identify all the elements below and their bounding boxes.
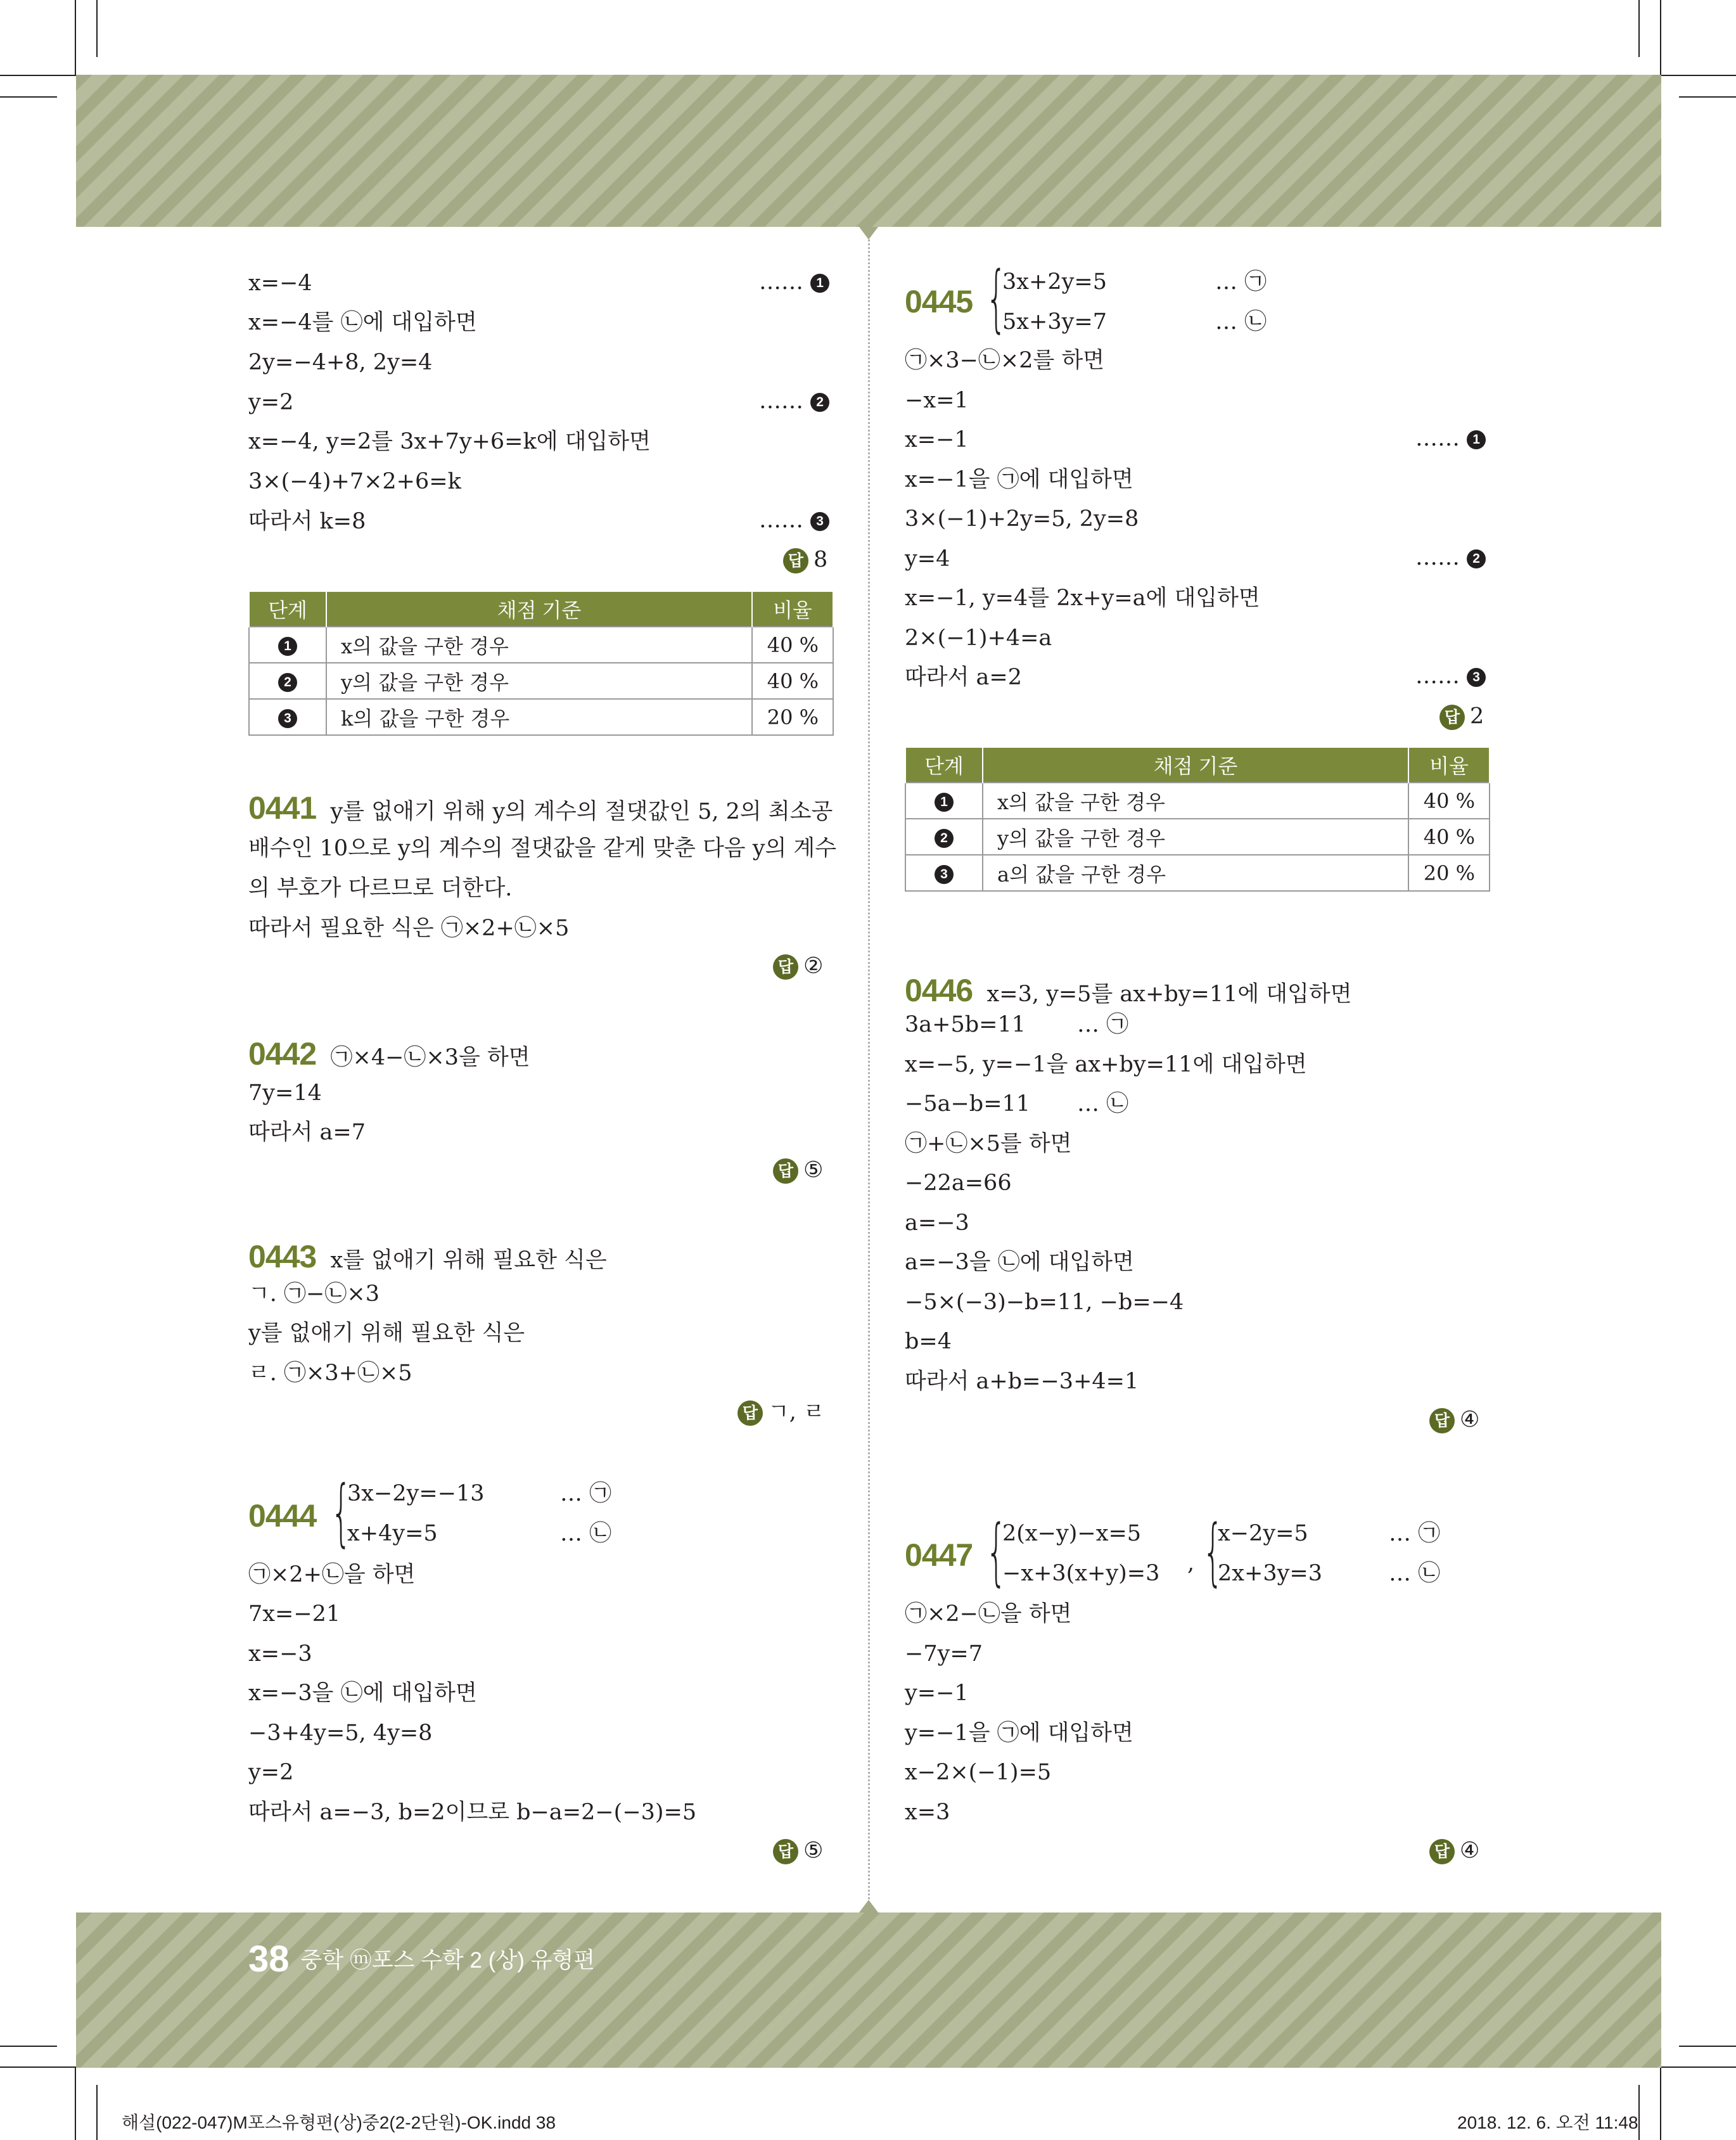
table-cell: k의 값을 구한 경우	[326, 699, 752, 735]
problem-0446-line	[905, 975, 1352, 1006]
equation-tag: … ㉡	[1215, 309, 1267, 335]
crop-mark	[75, 0, 76, 75]
table-cell	[905, 819, 983, 855]
answer-badge: 답	[773, 1158, 798, 1184]
solution-line: 따라서 k=8	[248, 509, 366, 534]
solution-line: b=4	[905, 1329, 952, 1354]
solution-line: 따라서 필요한 식은 ㉠×2+㉡×5	[248, 916, 570, 941]
step-marker	[759, 271, 829, 293]
step-circle-1: 1	[1467, 430, 1486, 449]
table-cell: x의 값을 구한 경우	[326, 627, 752, 663]
table-cell	[905, 783, 983, 819]
page-number: 38	[248, 1938, 290, 1980]
answer-line	[1439, 705, 1484, 730]
system-separator: ,	[1187, 1551, 1195, 1576]
step-circle-2: 2	[1467, 549, 1486, 568]
answer-line	[1429, 1408, 1479, 1433]
crop-mark	[96, 2085, 98, 2140]
answer-value: ⑤	[803, 1157, 824, 1183]
solution-text: x를 없애기 위해 필요한 식은	[330, 1248, 607, 1273]
solution-line: x=−3을 ㉡에 대입하면	[248, 1681, 477, 1706]
equation-tag: … ㉠	[1215, 269, 1267, 295]
solution-line: x=−5, y=−1을 ax+by=11에 대입하면	[905, 1052, 1307, 1077]
crop-mark	[0, 2046, 57, 2047]
crop-mark	[1660, 2068, 1661, 2140]
table-header: 비율	[1408, 747, 1490, 783]
answer-value: ④	[1460, 1838, 1480, 1864]
table-header: 채점 기준	[983, 747, 1408, 783]
table-cell: x의 값을 구한 경우	[983, 783, 1408, 819]
problem-0441-line	[248, 792, 833, 824]
problem-0442-line	[248, 1038, 530, 1070]
equation: 3x+2y=5	[1002, 269, 1107, 295]
answer-badge: 답	[773, 1839, 798, 1864]
step-circle: 1	[278, 637, 297, 656]
step-circle: 3	[935, 865, 954, 884]
solution-line: x=−3	[248, 1641, 312, 1667]
solution-line: ㉠×2+㉡을 하면	[248, 1562, 416, 1587]
table-cell: a의 값을 구한 경우	[983, 855, 1408, 891]
equation: 2(x−y)−x=5	[1002, 1521, 1142, 1546]
solution-line: ㉠+㉡×5를 하면	[905, 1131, 1072, 1156]
scoring-table	[248, 591, 834, 736]
solution-line: −7y=7	[905, 1641, 983, 1667]
problem-0443-line	[248, 1241, 607, 1272]
equation: x−2y=5	[1218, 1521, 1308, 1546]
solution-line: 의 부호가 다르므로 더한다.	[248, 876, 513, 901]
header-band	[76, 75, 1661, 227]
problem-number: 0446	[905, 973, 973, 1008]
solution-line: −5×(−3)−b=11, −b=−4	[905, 1290, 1184, 1315]
solution-line: y를 없애기 위해 필요한 식은	[248, 1321, 525, 1346]
answer-value: 8	[814, 547, 828, 573]
table-cell	[249, 699, 326, 735]
step-marker	[1415, 547, 1486, 569]
scoring-table	[905, 746, 1490, 892]
solution-text: y를 없애기 위해 y의 계수의 절댓값인 5, 2의 최소공	[330, 799, 833, 824]
equation: 5x+3y=7	[1002, 309, 1107, 335]
step-circle: 3	[278, 709, 297, 728]
solution-line: x=−4, y=2를 3x+7y+6=k에 대입하면	[248, 429, 651, 454]
step-marker	[1415, 665, 1486, 688]
table-cell: y의 값을 구한 경우	[326, 663, 752, 699]
solution-line: 7x=−21	[248, 1601, 341, 1627]
book-title: 중학 ⓜ포스 수학 2 (상) 유형편	[300, 1948, 596, 1973]
problem-number: 0441	[248, 790, 317, 826]
leader-dots: ……	[759, 388, 803, 414]
problem-number: 0445	[905, 284, 973, 319]
answer-line	[1429, 1839, 1479, 1864]
solution-line: 3a+5b=11	[905, 1012, 1026, 1037]
crop-mark	[1660, 0, 1661, 75]
solution-line: x=−1을 ㉠에 대입하면	[905, 467, 1133, 492]
table-header: 단계	[249, 591, 326, 627]
crop-mark	[1638, 2085, 1640, 2140]
crop-mark	[0, 75, 76, 76]
step-marker	[759, 509, 829, 532]
solution-line: x=−1, y=4를 2x+y=a에 대입하면	[905, 586, 1260, 611]
table-row	[905, 855, 1490, 891]
step-circle-2: 2	[810, 393, 829, 412]
table-cell	[905, 855, 983, 891]
solution-line: 따라서 a=2	[905, 665, 1023, 690]
system-brace: {	[331, 1470, 352, 1555]
equation-tag: … ㉠	[1077, 1012, 1129, 1037]
answer-badge: 답	[1429, 1839, 1455, 1864]
leader-dots: ……	[759, 269, 803, 295]
answer-line	[773, 1158, 823, 1184]
table-cell	[249, 627, 326, 663]
solution-line: a=−3	[905, 1210, 969, 1236]
crop-mark	[1679, 2046, 1736, 2047]
problem-number: 0447	[905, 1537, 973, 1573]
solution-line: ㉠×2−㉡을 하면	[905, 1601, 1072, 1627]
table-header: 단계	[905, 747, 983, 783]
crop-mark	[1661, 2066, 1736, 2068]
equation: 2x+3y=3	[1218, 1561, 1322, 1586]
table-row	[905, 819, 1490, 855]
leader-dots: ……	[1415, 426, 1460, 451]
equation-tag: … ㉠	[1389, 1521, 1441, 1546]
solution-line: −x=1	[905, 388, 969, 413]
answer-badge: 답	[1429, 1408, 1455, 1433]
solution-line: y=−1을 ㉠에 대입하면	[905, 1720, 1133, 1746]
answer-value: 2	[1470, 703, 1484, 729]
answer-value: ②	[803, 953, 824, 979]
solution-line: 따라서 a=−3, b=2이므로 b−a=2−(−3)=5	[248, 1800, 697, 1825]
solution-text: x=3, y=5를 ax+by=11에 대입하면	[986, 982, 1352, 1007]
step-circle: 1	[935, 793, 954, 812]
solution-line: x=3	[905, 1800, 950, 1825]
table-cell: 20 %	[1408, 855, 1490, 891]
problem-number: 0442	[248, 1036, 317, 1072]
table-header-row	[249, 591, 833, 627]
solution-line: 배수인 10으로 y의 계수의 절댓값을 같게 맞춘 다음 y의 계수	[248, 836, 837, 861]
solution-line: −3+4y=5, 4y=8	[248, 1720, 433, 1746]
solution-line: 7y=14	[248, 1080, 322, 1106]
answer-line	[773, 954, 823, 980]
table-cell	[249, 663, 326, 699]
answer-line	[783, 548, 827, 573]
page-footer	[248, 1938, 595, 1980]
step-marker	[1415, 428, 1486, 450]
solution-line: y=2	[248, 390, 294, 415]
answer-value: ⑤	[803, 1838, 824, 1864]
table-cell: 40 %	[752, 663, 833, 699]
solution-line: −22a=66	[905, 1170, 1012, 1196]
answer-value: ④	[1460, 1407, 1480, 1433]
step-circle-3: 3	[1467, 668, 1486, 687]
crop-mark	[96, 0, 98, 57]
equation-tag: … ㉠	[560, 1481, 612, 1506]
solution-line: ㄱ. ㉠−㉡×3	[248, 1281, 380, 1307]
answer-line	[773, 1839, 823, 1864]
solution-line: x=−4를 ㉡에 대입하면	[248, 310, 477, 335]
solution-line: 2×(−1)+4=a	[905, 625, 1052, 651]
answer-badge: 답	[773, 954, 798, 980]
equation: x+4y=5	[347, 1521, 438, 1546]
table-row	[249, 663, 833, 699]
leader-dots: ……	[1415, 545, 1460, 570]
answer-badge: 답	[1439, 705, 1465, 730]
answer-value: ㄱ, ㄹ	[768, 1399, 825, 1425]
system-brace: {	[986, 256, 1007, 341]
table-cell: 40 %	[1408, 783, 1490, 819]
leader-dots: ……	[759, 508, 803, 533]
table-header: 채점 기준	[326, 591, 752, 627]
equation-tag: … ㉡	[1389, 1561, 1441, 1586]
step-circle-3: 3	[810, 512, 829, 531]
problem-number: 0444	[248, 1498, 317, 1534]
solution-line: x=−4	[248, 271, 312, 296]
crop-mark	[1679, 96, 1736, 98]
answer-badge: 답	[737, 1400, 763, 1426]
print-slug-date: 2018. 12. 6. 오전 11:48	[1457, 2113, 1638, 2132]
answer-line	[737, 1400, 825, 1426]
step-circle-1: 1	[810, 274, 829, 293]
table-row	[905, 783, 1490, 819]
answer-badge: 답	[783, 548, 808, 573]
crop-mark	[0, 96, 57, 98]
solution-line: −5a−b=11	[905, 1091, 1031, 1117]
solution-line: y=−1	[905, 1681, 969, 1706]
divider-top-arrow	[859, 227, 878, 240]
solution-line: 2y=−4+8, 2y=4	[248, 350, 433, 375]
crop-mark	[75, 2068, 76, 2140]
table-row	[249, 699, 833, 735]
equation-tag: … ㉡	[1077, 1091, 1129, 1117]
solution-line: 3×(−4)+7×2+6=k	[248, 469, 461, 494]
table-cell: 20 %	[752, 699, 833, 735]
equation: 3x−2y=−13	[347, 1481, 485, 1506]
leader-dots: ……	[1415, 663, 1460, 689]
solution-line: 따라서 a=7	[248, 1120, 366, 1145]
solution-line: ㉠×3−㉡×2를 하면	[905, 348, 1105, 373]
step-circle: 2	[935, 829, 954, 848]
table-header: 비율	[752, 591, 833, 627]
solution-line: a=−3을 ㉡에 대입하면	[905, 1250, 1134, 1275]
table-cell: y의 값을 구한 경우	[983, 819, 1408, 855]
problem-number: 0443	[248, 1239, 317, 1274]
solution-line: 따라서 a+b=−3+4=1	[905, 1369, 1139, 1394]
crop-mark	[0, 2066, 76, 2068]
system-brace: {	[1203, 1509, 1223, 1594]
divider-bottom-arrow	[859, 1900, 878, 1913]
equation-tag: … ㉡	[560, 1521, 612, 1546]
step-marker	[759, 390, 829, 413]
crop-mark	[1661, 75, 1736, 76]
step-circle: 2	[278, 673, 297, 692]
table-cell: 40 %	[752, 627, 833, 663]
footer-band	[76, 1913, 1661, 2068]
crop-mark	[1638, 0, 1640, 57]
solution-line: 3×(−1)+2y=5, 2y=8	[905, 506, 1139, 532]
table-cell: 40 %	[1408, 819, 1490, 855]
column-divider	[868, 231, 870, 1904]
solution-line: x−2×(−1)=5	[905, 1760, 1052, 1785]
system-brace: {	[986, 1509, 1007, 1594]
solution-line: y=2	[248, 1760, 294, 1785]
solution-line: x=−1	[905, 427, 969, 452]
equation: −x+3(x+y)=3	[1002, 1561, 1160, 1586]
print-slug-filename: 해설(022-047)M포스유형편(상)중2(2-2단원)-OK.indd 38	[122, 2113, 556, 2132]
table-row	[249, 627, 833, 663]
solution-line: ㄹ. ㉠×3+㉡×5	[248, 1361, 412, 1386]
table-header-row	[905, 747, 1490, 783]
solution-line: y=4	[905, 546, 950, 572]
solution-text: ㉠×4−㉡×3을 하면	[330, 1045, 530, 1070]
